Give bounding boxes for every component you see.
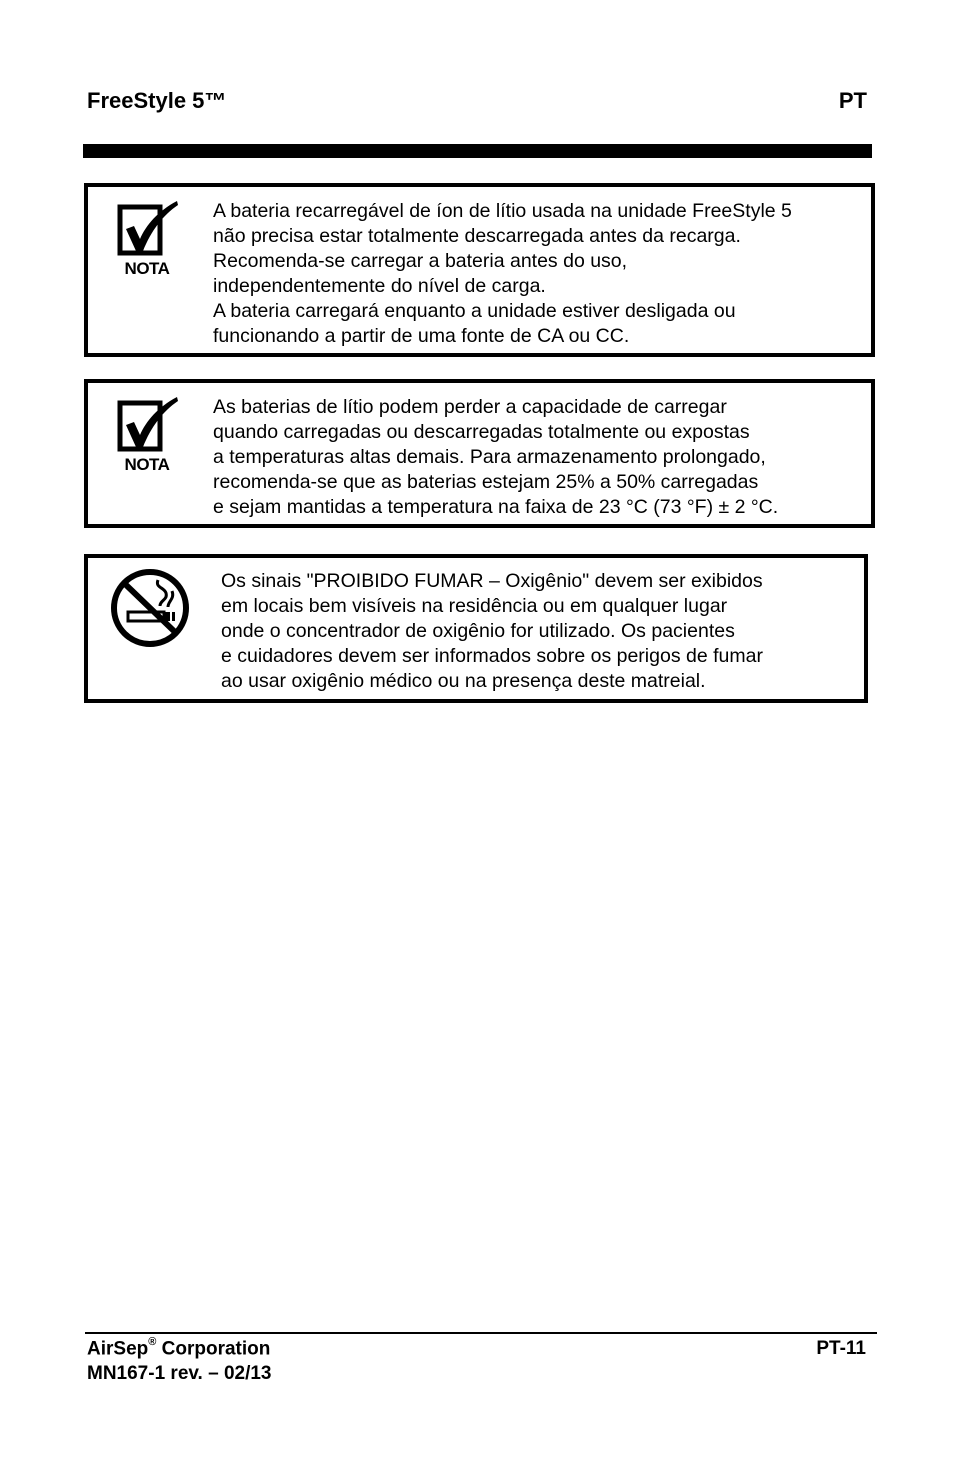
text-line: As baterias de lítio podem perder a capacidade de carregar	[213, 396, 727, 418]
text-line: funcionando a partir de uma fonte de CA ou CC.	[213, 325, 630, 347]
warning-box	[84, 554, 868, 703]
note-text-1	[213, 199, 792, 349]
text-line: A bateria recarregável de íon de lítio usada na unidade FreeStyle 5	[213, 200, 792, 222]
nota-label: NOTA	[124, 259, 170, 278]
footer-doc-ref: MN167-1 rev. – 02/13	[87, 1363, 272, 1384]
warning-text	[221, 569, 763, 694]
no-smoking-icon	[108, 566, 192, 650]
text-line: Os sinais "PROIBIDO FUMAR – Oxigênio" devem ser exibidos	[221, 570, 763, 592]
registered-mark: ®	[148, 1336, 157, 1348]
text-line: recomenda-se que as baterias estejam 25% a 50% carregadas	[213, 471, 759, 493]
note-text-2	[213, 395, 778, 520]
header-divider	[83, 144, 872, 158]
note-box-2	[84, 379, 875, 528]
text-line: onde o concentrador de oxigênio for utilizado. Os pacientes	[221, 620, 735, 642]
checkbox-check-icon	[115, 395, 179, 479]
company-name: AirSep	[87, 1338, 149, 1360]
text-line: independentemente do nível de carga.	[213, 275, 546, 297]
text-line: em locais bem visíveis na residência ou em qualquer lugar	[221, 595, 728, 617]
company-suffix: Corporation	[156, 1338, 271, 1360]
checkbox-check-icon	[115, 199, 179, 283]
header-language: PT	[838, 88, 867, 113]
text-line: não precisa estar totalmente descarregada antes da recarga.	[213, 225, 741, 247]
footer-company	[87, 1338, 270, 1360]
text-line: quando carregadas ou descarregadas totalmente ou expostas	[213, 421, 750, 443]
text-line: ao usar oxigênio médico ou na presença deste matreial.	[221, 670, 706, 692]
text-line: Recomenda-se carregar a bateria antes do uso,	[213, 250, 628, 272]
text-line: e cuidadores devem ser informados sobre os perigos de fumar	[221, 645, 763, 667]
footer-divider	[85, 1332, 877, 1334]
text-line: e sejam mantidas a temperatura na faixa de 23 °C (73 °F) ± 2 °C.	[213, 496, 779, 518]
note-box-1	[84, 183, 875, 357]
text-line: A bateria carregará enquanto a unidade estiver desligada ou	[213, 300, 736, 322]
nota-label: NOTA	[124, 455, 170, 474]
footer-page-number: PT-11	[816, 1338, 866, 1359]
header-title: FreeStyle 5™	[87, 88, 227, 113]
text-line: a temperaturas altas demais. Para armazenamento prolongado,	[213, 446, 766, 468]
